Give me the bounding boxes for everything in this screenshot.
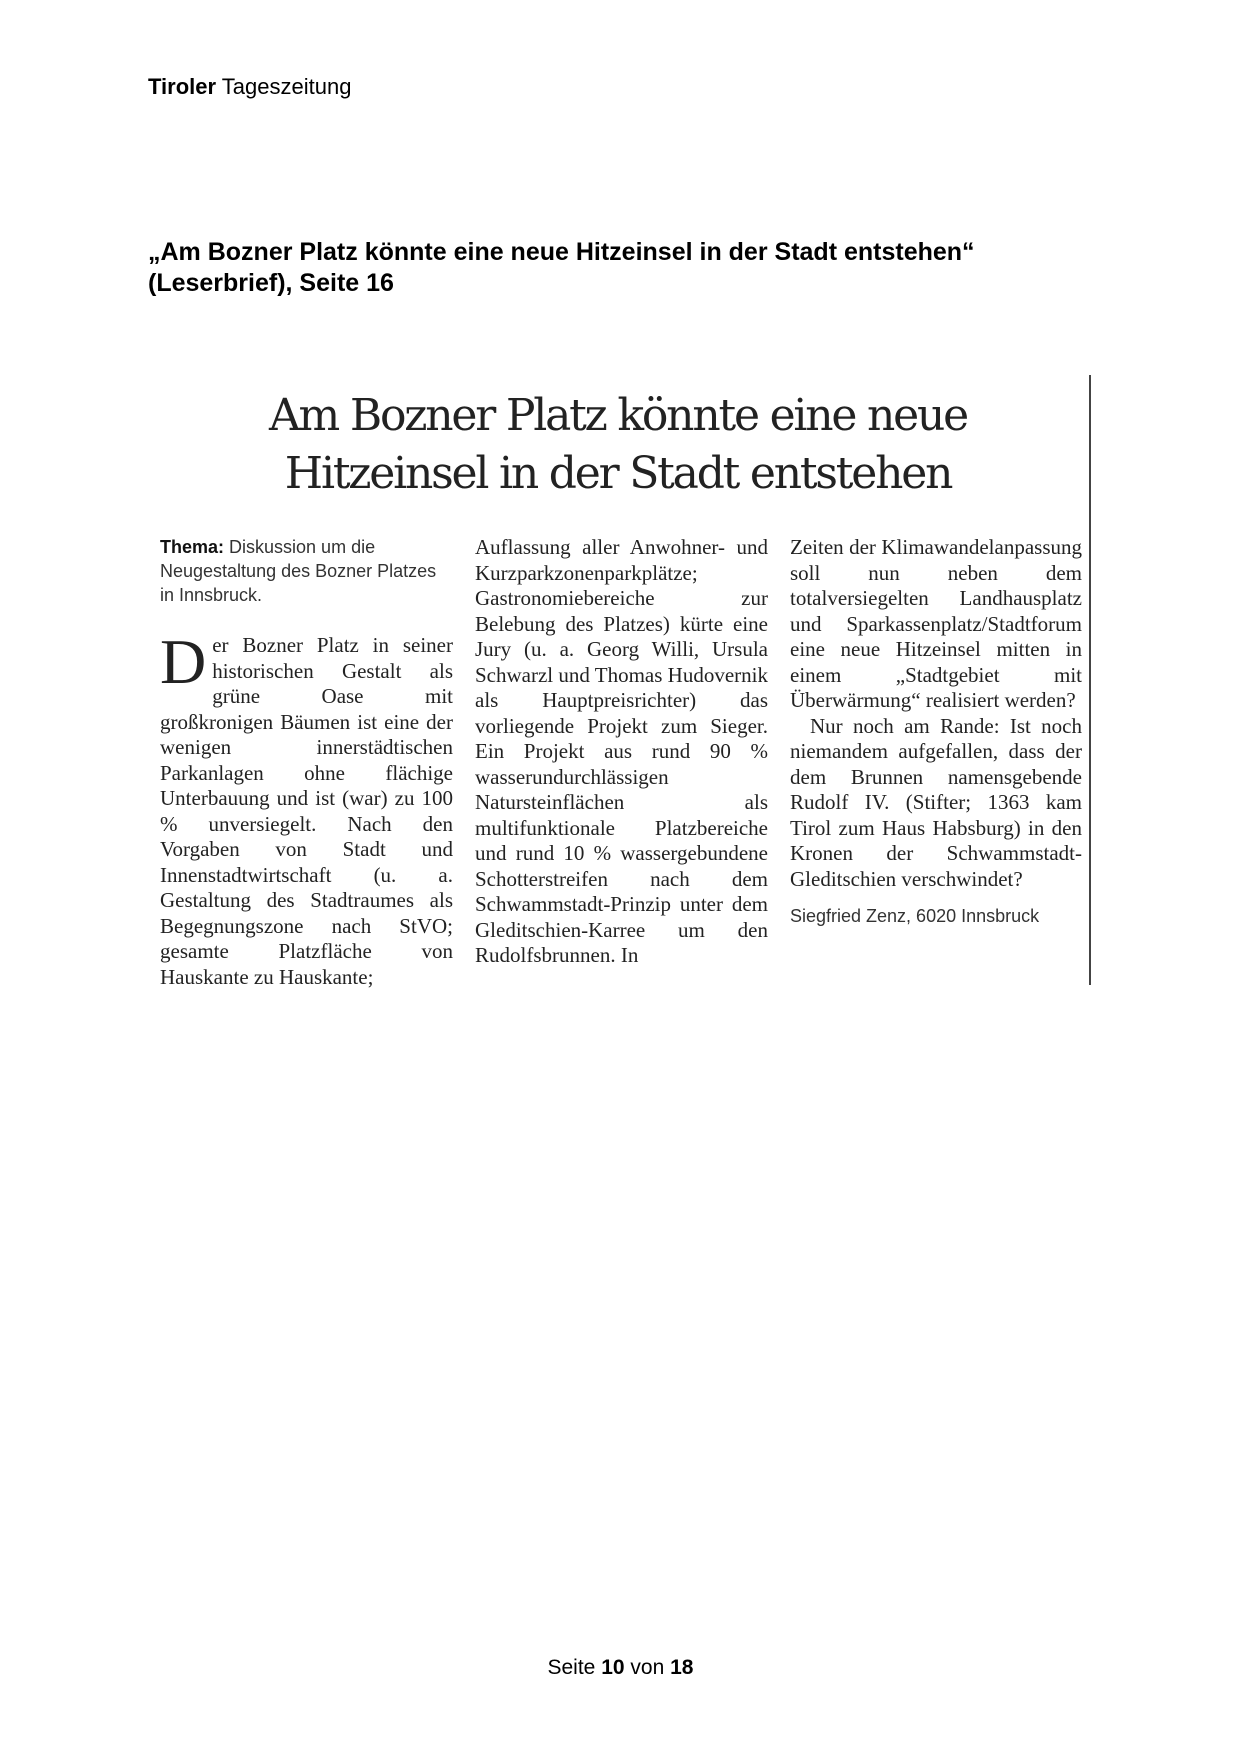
page-label: Seite xyxy=(547,1656,596,1679)
document-title xyxy=(148,237,1108,299)
page-footer xyxy=(0,1656,1241,1680)
article-headline xyxy=(148,387,1088,503)
article-paragraph-2: Auflassung aller Anwohner- und Kurzparkzonenparkplätze; Gastronomiebereiche zur Belebung des Platzes) kürte eine Jury (u. a. Georg Willi, Ursula Schwarzl und Thomas Hudovernik als Hauptpreisrichter) das vorliegende Projekt zum Sieger. Ein Projekt aus rund 90 % wasserundurchlässigen Natursteinflächen als multifunktionale Platzbereiche und rund 10 % wassergebundene Schotterstreifen nach dem Schwammstadt-Prinzip unter dem Gleditschien-Karree um den Rudolfsbrunnen. In xyxy=(475,535,768,967)
article-column-1 xyxy=(160,535,453,990)
letter-signature: Siegfried Zenz, 6020 Innsbruck xyxy=(790,906,1040,926)
publication-header xyxy=(148,74,351,100)
article-paragraph-1: er Bozner Platz in seiner historischen Gestalt als grüne Oase mit großkronigen Bäumen ist eine der wenigen innerstädtischen Parkanlagen ohne flächige Unterbauung und ist (war) zu 100 % unversiegelt. Nach den Vorgaben von Stadt und Innenstadtwirtschaft (u. a. Gestaltung des Stadtraumes als Begegnungszone nach StVO; gesamte Platzfläche von Hauskante zu Hauskante; xyxy=(160,633,453,989)
article-column-2 xyxy=(475,535,768,969)
headline-line1: Am Bozner Platz könnte eine neue xyxy=(268,390,967,441)
document-title-line1: „Am Bozner Platz könnte eine neue Hitzeinsel in der Stadt entstehen“ xyxy=(148,238,975,266)
thema-text: Diskussion um die Neugestaltung des Bozner Platzes in Innsbruck. xyxy=(160,537,437,605)
current-page-number: 10 xyxy=(601,1656,625,1679)
headline-line2: Hitzeinsel in der Stadt entstehen xyxy=(284,448,952,499)
column-rule xyxy=(1089,375,1091,985)
brand-name-bold: Tiroler xyxy=(148,74,217,99)
newspaper-clipping xyxy=(148,375,1092,995)
document-title-line2: (Leserbrief), Seite 16 xyxy=(148,269,394,297)
thema-box xyxy=(160,535,453,607)
brand-name-rest: Tageszeitung xyxy=(221,74,352,99)
drop-cap: D xyxy=(160,626,207,697)
page-of-label: von xyxy=(630,1656,665,1679)
article-paragraph-4: Nur noch am Rande: Ist noch niemandem aufgefallen, dass der dem Brunnen namensgebende Rudolf IV. (Stifter; 1363 kam Tirol zum Haus Habsburg) in den Kronen der Schwammstadt-Gleditschien verschwindet? xyxy=(790,713,1082,891)
article-column-3 xyxy=(790,535,1082,928)
total-pages-number: 18 xyxy=(670,1656,694,1679)
article-paragraph-3: Zeiten der Klimawandelanpassung soll nun neben dem totalversiegelten Landhausplatz und Sparkassenplatz/Stadtforum eine neue Hitzeinsel mitten in einem „Stadtgebiet mit Überwärmung“ realisiert werden? xyxy=(790,535,1082,712)
thema-label: Thema: xyxy=(160,537,225,557)
